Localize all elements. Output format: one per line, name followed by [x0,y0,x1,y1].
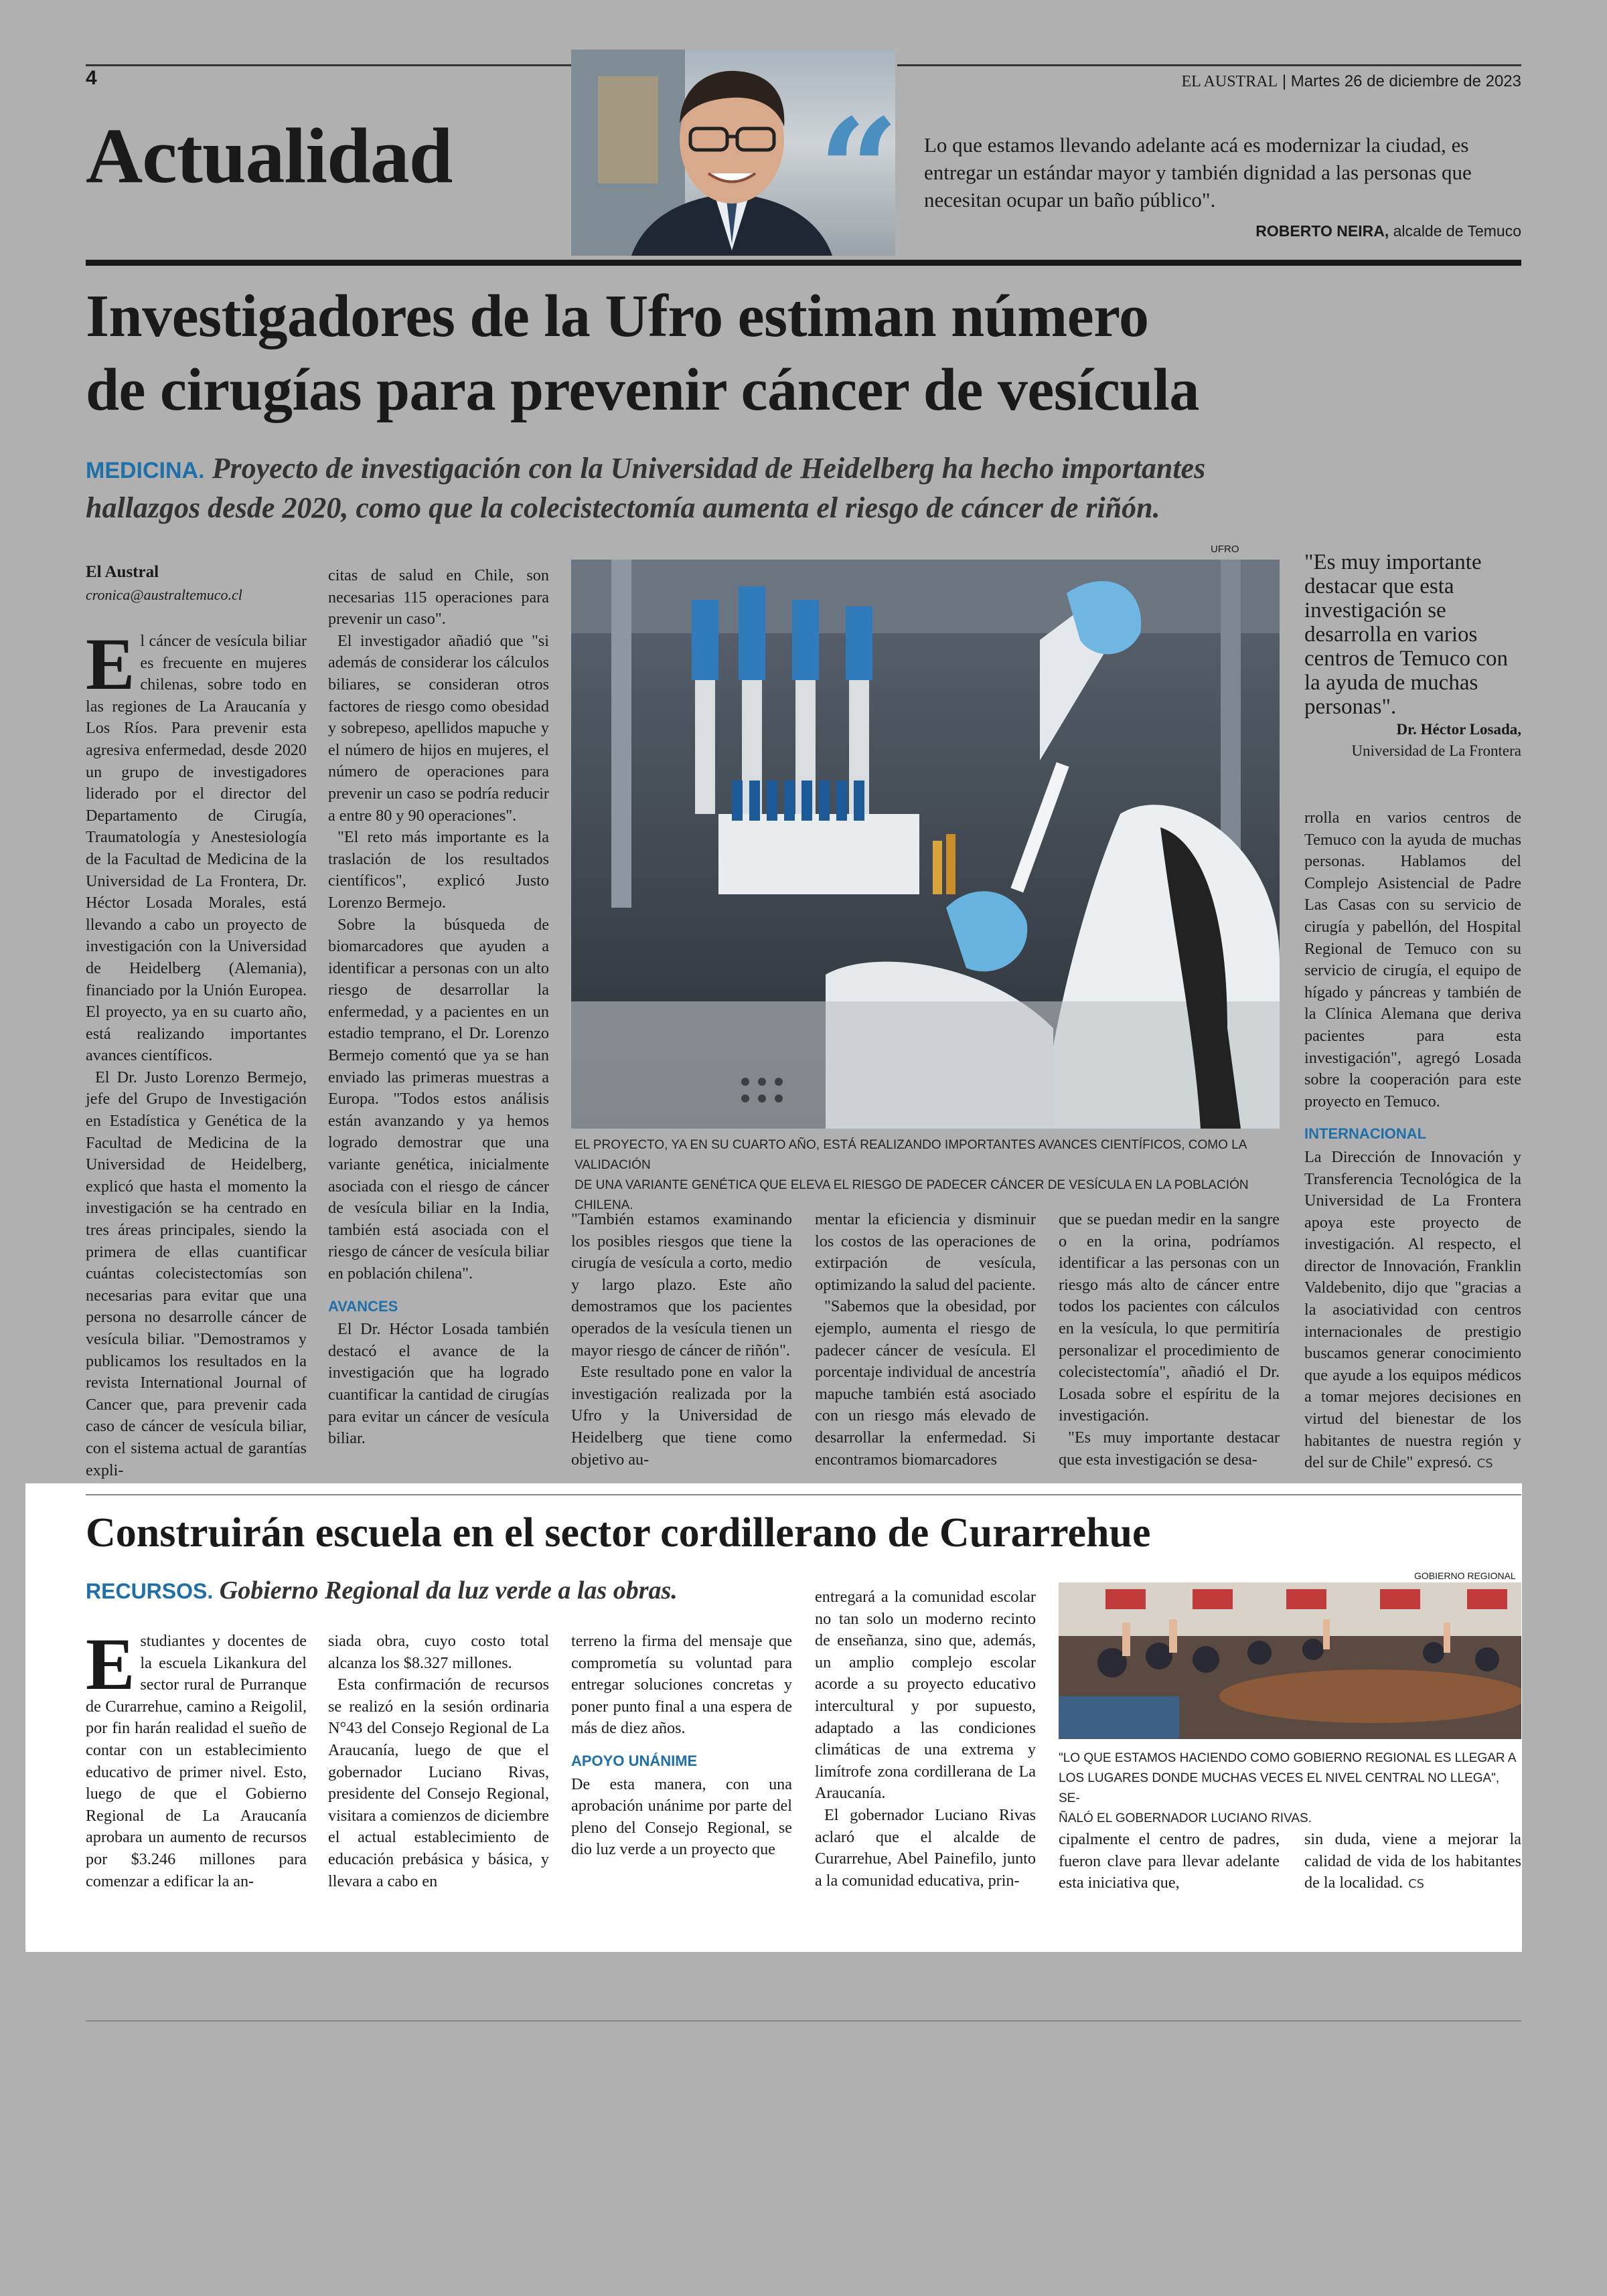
article2-col3-para-2: De esta manera, con una aprobación unánime por parte del pleno del Consejo Regional, se dio luz verde a un proyecto que [571,1775,792,1859]
article1-col2-para-4: Sobre la búsqueda de biomarcadores que ayuden a identificar a personas con un alto riesgo de desarrollar la enfermedad, y a pacientes en un estadio temprano, el Dr. Lorenzo Bermejo comentó que ya se han enviado las primeras muestras a Europa. "Todos estos análisis están avanzando y ya hemos logrado demostrar que una variante genética, inicialmente asociada con el riesgo de cáncer de vesícula biliar en la India, también está asociada con el riesgo de cáncer de vesícula biliar en población chilena". [328,915,549,1283]
pull-affiliation: Universidad de La Frontera [1351,742,1521,759]
article2-column-2 [328,1631,549,1892]
article1-col4-para-1: mentar la eficiencia y disminuir los costos de las operaciones de extirpación de vesícula, optimizando la salud del paciente. [815,1210,1036,1294]
pull-author: Dr. Héctor Losada, [1396,721,1521,738]
article2-kicker: RECURSOS. [86,1579,214,1603]
council-caption-line-1: "LO QUE ESTAMOS HACIENDO COMO GOBIERNO REGIONAL ES LLEGAR A [1059,1751,1517,1765]
article1-kicker: MEDICINA. [86,458,205,483]
article1-col6-para-2 [1304,1147,1521,1475]
council-photo-illustration [1059,1582,1521,1739]
publication-date: Martes 26 de diciembre de 2023 [1290,72,1521,90]
end-mark-icon: CS [1476,1457,1493,1471]
article2-column-4 [815,1586,1036,1892]
lab-photo-illustration [571,560,1280,1129]
council-caption-line-2: LOS LUGARES DONDE MUCHAS VECES EL NIVEL CENTRAL NO LLEGA", SE- [1059,1771,1500,1805]
bottom-rule [86,2020,1521,2022]
header-rule-top [86,64,571,66]
deck-line-1 [86,450,1525,489]
subhead-internacional: INTERNACIONAL [1304,1125,1427,1143]
article1-col2-para-5: El Dr. Héctor Losada también destacó el avance de la investigación que ha logrado cuantificar la cantidad de cirugías para evitar un cáncer de vesícula biliar. [328,1320,549,1448]
lab-caption-line-2: DE UNA VARIANTE GENÉTICA QUE ELEVA EL RIESGO DE PADECER CÁNCER DE VESÍCULA EN LA POBLACIÓN CHILENA. [575,1178,1249,1212]
article1-column-5 [1059,1209,1280,1471]
lab-photo-caption [575,1135,1278,1216]
article1-col1-para-2: El Dr. Justo Lorenzo Bermejo, jefe del Grupo de Investigación en Estadística y Genética de la Facultad de Medicina de la Universidad de Heidelberg, explicó que hasta el momento la investigación se ha centrado en tres áreas principales, siendo la primera de ellas cuantificar cuántas colecistectomías son necesarias para evitar que una persona no desarrolle cáncer de vesícula biliar. "Demostramos y publicamos los resultados en la revista International Journal of Cancer que, para prevenir cada caso de cáncer de vesícula biliar, con el sistema actual de garantías expli- [86,1068,307,1479]
date-separator: | [1278,72,1291,90]
article1-col2-para-3: "El reto más importante es la traslación de los resultados científicos", explicó Justo Lorenzo Bermejo. [328,828,549,912]
article1-col4-para-2: "Sabemos que la obesidad, por ejemplo, aumenta el riesgo de padecer cáncer de vesícula. El porcentaje individual de ancestría mapuche también está asociado con un riesgo más elevado de desarrollar la enfermedad. Si encontramos biomarcadores [815,1297,1036,1469]
header-rule-thick [86,260,1521,266]
article2-column-1 [86,1623,307,1892]
article1-column-2 [328,565,549,1450]
article2-col2-para-2: Esta confirmación de recursos se realizó en la sesión ordinaria N°43 del Consejo Regional de La Araucanía, luego de que el gobernador Luciano Rivas, presidente del Consejo Regional, visitara a comienzos de diciembre el actual establecimiento de educación prebásica y básica, y llevara a cabo en [328,1675,549,1890]
article1-col3-para-1: "También estamos examinando los posibles riesgos que tiene la cirugía de vesícula a corto, medio y largo plazo. Este año demostramos que los pacientes operados de la vesícula tienen un mayor riesgo de cáncer de riñón". [571,1210,792,1360]
subhead-avances: AVANCES [328,1297,398,1315]
article2-col6-para-1 [1304,1829,1521,1896]
lab-photo-credit: UFRO [1211,544,1239,555]
article2-column-5 [1059,1829,1280,1894]
council-photo-credit: GOBIERNO REGIONAL [1414,1570,1516,1581]
council-photo [1059,1582,1521,1739]
lab-photo [571,560,1280,1129]
headline-line-2: de cirugías para prevenir cáncer de vesícula [86,357,1199,423]
article-divider [86,1494,1521,1495]
deck-line-2: hallazgos desde 2020, como que la colecistectomía aumenta el riesgo de cáncer de riñón. [86,491,1160,524]
byline [86,561,242,606]
article2-deck-text: Gobierno Regional da luz verde a las obras. [219,1576,678,1605]
publication-name: EL AUSTRAL [1181,73,1278,90]
article1-col6-text-2: La Dirección de Innovación y Transferencia Tecnológica de la Universidad de La Frontera apoya este proyecto de investigación. Al respecto, el director de Innovación, Franklin Valdebenito, dijo que "gracias a la asociatividad con centros internacionales de prestigio buscamos generar conocimiento que ayude a los equipos médicos a tomar mejores decisiones en virtud del bienestar de los habitantes de nuestra región y del sur de Chile" expresó. [1304,1147,1521,1472]
quote-role: alcalde de Temuco [1389,222,1521,240]
subhead-apoyo-unanime: APOYO UNÁNIME [571,1752,698,1769]
article1-col6-para-1: rrolla en varios centros de Temuco con la ayuda de muchas personas. Hablamos del Complejo Asistencial de Padre Las Casas con su servicio de cirugía y pabellón, del Hospital Regional de Temuco con su servicio de cirugía, el equipo de hígado y páncreas y también de la Clínica Alemana que deriva pacientes para esta investigación", agregó Losada sobre la cooperación para este proyecto en Temuco. [1304,809,1521,1111]
council-caption-line-3: ÑALÓ EL GOBERNADOR LUCIANO RIVAS. [1059,1811,1312,1825]
pull-quote-attribution [1304,719,1521,762]
section-title: Actualidad [86,112,453,199]
article2-col4-para-2: El gobernador Luciano Rivas aclaró que el alcalde de Curarrehue, Abel Painefilo, junto a la comunidad educativa, prin- [815,1805,1036,1890]
byline-email: cronica@australtemuco.cl [86,586,242,603]
article2-col2-para-1: siada obra, cuyo costo total alcanza los $8.327 millones. [328,1632,549,1672]
article2-column-3 [571,1631,792,1861]
article2-headline: Construirán escuela en el sector cordillerano de Curarrehue [86,1510,1151,1556]
article2-end-mark-icon: CS [1408,1877,1425,1892]
article1-column-4 [815,1209,1036,1471]
article1-col2-para-2: El investigador añadió que "si además de considerar los cálculos biliares, se consideran otros factores de riesgo como obesidad y sobrepeso, apellidos mapuche y el número de hijos en mujeres, el número de operaciones para prevenir un caso se podría reducir a entre 80 y 90 operaciones". [328,631,549,825]
headline-line-1: Investigadores de la Ufro estiman número [86,283,1149,349]
article1-col5-para-2: "Es muy importante destacar que esta investigación se desa- [1059,1428,1280,1469]
header-quote-attribution [1255,222,1521,240]
lab-caption-line-1: EL PROYECTO, YA EN SU CUARTO AÑO, ESTÁ REALIZANDO IMPORTANTES AVANCES CIENTÍFICOS, COMO LA VALIDACIÓN [575,1138,1247,1172]
article1-column-1 [86,623,307,1481]
header-rule-top-right [897,64,1521,66]
article2-col5-para-1: cipalmente el centro de padres, fueron clave para llevar adelante esta iniciativa que, [1059,1830,1280,1892]
article1-col1-text-1: l cáncer de vesícula biliar es frecuente en mujeres chilenas, sobre todo en las regiones de La Araucanía y Los Ríos. Para prevenir esta agresiva enfermedad, desde 2020 un grupo de investigadores liderado por el director del Departamento de Cirugía, Traumatología y Anestesiología de la Facultad de Medicina de la Universidad de La Frontera, Dr. Héctor Losada Morales, está llevando a cabo un proyecto de investigación con la Universidad de Heidelberg (Alemania), financiado por la Unión Europea. El proyecto, ya en su cuarto año, está realizando importantes avances científicos. [86,632,307,1065]
header-publication-date [1181,72,1521,91]
article1-col1-para-1 [86,623,307,1067]
article1-headline [86,280,1525,427]
article2-column-6 [1304,1829,1521,1896]
article2-col4-para-1: entregará a la comunidad escolar no tan solo un moderno recinto de enseñanza, sino que, además, un amplio complejo escolar acorde a su proyecto educativo intercultural y por supuesto, adaptado a las condiciones climáticas de una extrema y limítrofe zona cordillerana de La Araucanía. [815,1588,1036,1803]
article1-col5-para-1: que se puedan medir en la sangre o en la orina, podríamos identificar a las personas con un riesgo más alto de cáncer entre todos los pacientes con cálculos en la vesícula, lo que permitiría personalizar el procedimiento de colecistectomía", añadió el Dr. Losada sobre el espíritu de la investigación. [1059,1210,1280,1425]
article2-col1-para-1 [86,1623,307,1892]
article2-col6-text-1: sin duda, viene a mejorar la calidad de vida de los habitantes de la localidad. [1304,1830,1521,1892]
article1-column-3 [571,1209,792,1471]
quote-author: ROBERTO NEIRA, [1255,222,1389,240]
article1-deck [86,450,1525,527]
article2-col3-para-1: terreno la firma del mensaje que comprometía su voluntad para entregar soluciones concretas y poner punto final a una espera de más de diez años. [571,1632,792,1738]
article1-col3-para-2: Este resultado pone en valor la investigación realizada por la Ufro y la Universidad de Heidelberg que tiene como objetivo au- [571,1363,792,1469]
page-number: 4 [86,67,97,89]
dropcap: E [86,623,135,705]
quote-mark-icon: “ [818,88,899,253]
byline-name: El Austral [86,563,159,581]
council-photo-caption [1059,1748,1521,1829]
article2-col1-text-1: studiantes y docentes de la escuela Likankura del sector rural de Purranque de Curarrehue, camino a Reigolil, por fin harán realidad el sueño de contar con un establecimiento educativo de primer nivel. Esto, luego de que el Gobierno Regional de La Araucanía aprobara un aumento de recursos por $3.246 millones para comenzar a edificar la an- [86,1632,307,1890]
pull-quote: "Es muy importante destacar que esta investigación se desarrolla en varios centros de Temuco con la ayuda de muchas personas". [1304,550,1509,719]
deck-text-1: Proyecto de investigación con la Universidad de Heidelberg ha hecho importantes [212,452,1206,485]
article1-column-6 [1304,807,1521,1475]
article1-col2-para-1: citas de salud en Chile, son necesarias 115 operaciones para prevenir un caso". [328,566,549,629]
article2-dropcap: E [86,1623,135,1705]
header-quote: Lo que estamos llevando adelante acá es modernizar la ciudad, es entregar un estándar mayor y también dignidad a las personas que necesitan ocupar un baño público". [924,133,1472,212]
